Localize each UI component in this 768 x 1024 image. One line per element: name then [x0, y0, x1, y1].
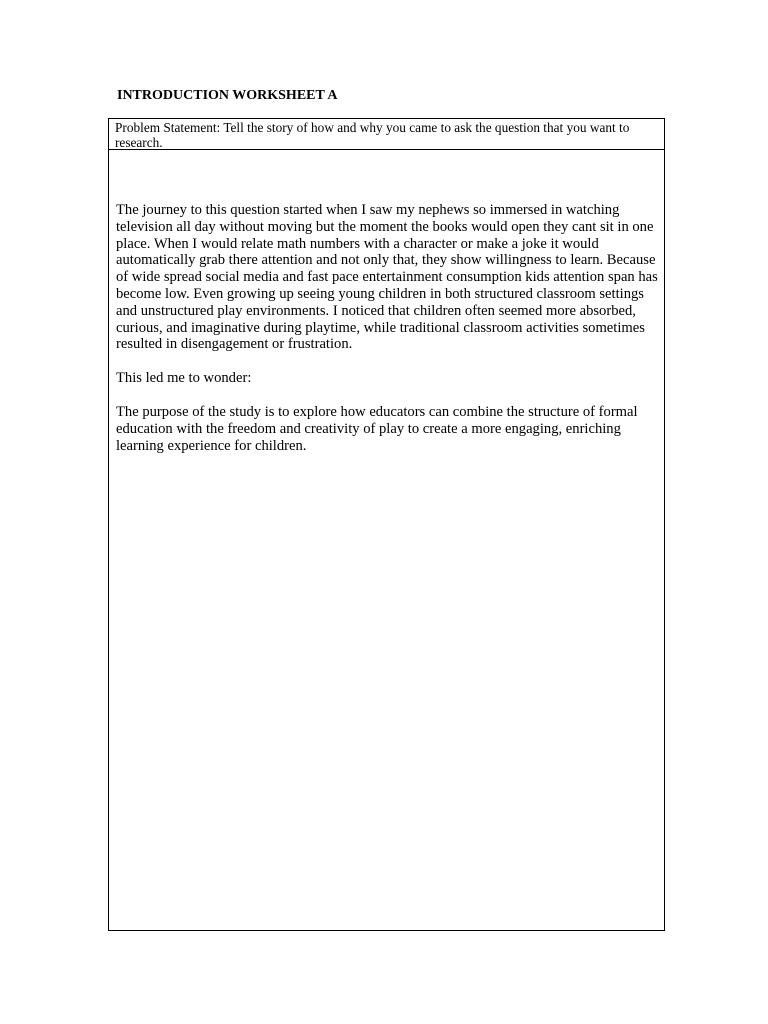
worksheet-table — [108, 118, 665, 931]
problem-statement-prompt: Problem Statement: Tell the story of how and why you came to ask the question that you want to research. — [109, 119, 664, 150]
response-paragraph-purpose: The purpose of the study is to explore how educators can combine the structure of formal education with the freedom and creativity of play to create a more engaging, enriching learning experience for children. — [116, 403, 638, 454]
response-paragraph-wonder: This led me to wonder: — [116, 370, 252, 387]
response-paragraph-journey: The journey to this question started when I saw my nephews so immersed in watching television all day without moving but the moment the books would open they cant sit in one place. When I would relate math numbers with a character or make a joke it would automatically grab there attention and not only that, they show willingness to learn. Because of wide spread social media and fast pace entertainment consumption kids attention span has become low. Even growing up seeing young children in both structured classroom settings and unstructured play environments. I noticed that children often seemed more absorbed, curious, and imaginative during playtime, while traditional classroom activities sometimes resulted in disengagement or frustration. — [116, 202, 658, 353]
worksheet-title: INTRODUCTION WORKSHEET A — [117, 88, 338, 103]
response-area — [116, 202, 661, 471]
